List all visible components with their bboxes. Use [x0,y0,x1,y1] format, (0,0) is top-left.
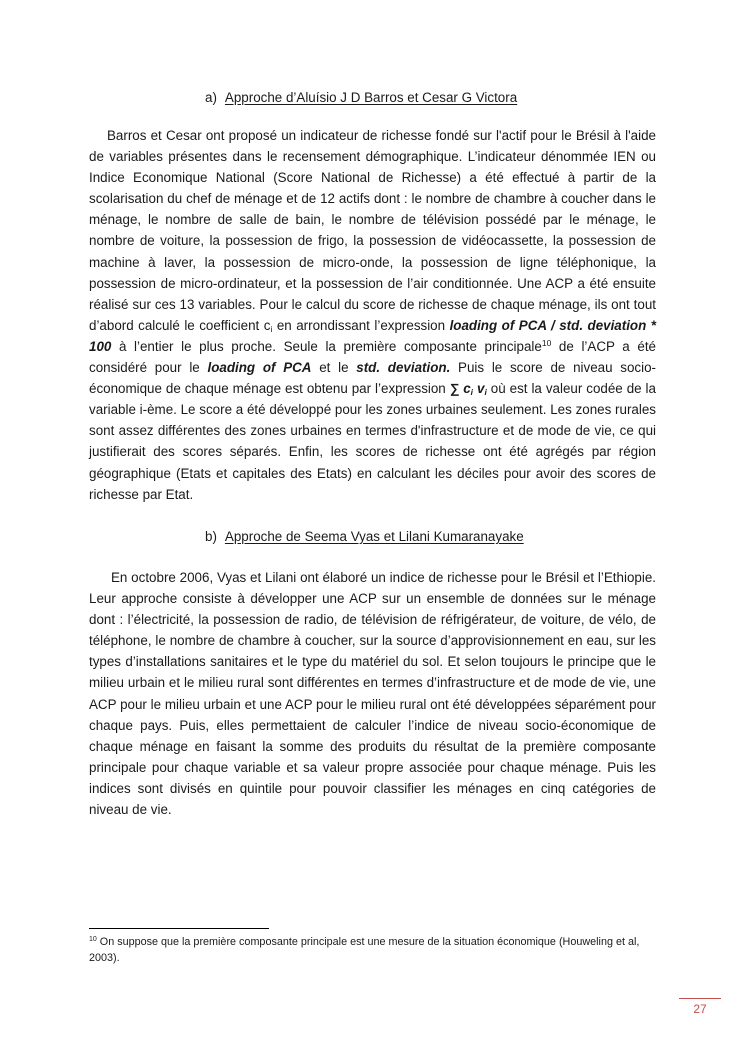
section-b-paragraph: En octobre 2006, Vyas et Lilani ont élaboré un indice de richesse pour le Brésil et l’Ethiopie. Leur approche consiste à développer une ACP sur un ensemble de données sur le ménage dont : l’électricité, la possession de radio, de télévision de réfrigérateur, de voiture, de vélo, de téléphone, le nombre de chambre à coucher, sur la source d’approvisionnement en eau, sur les types d’installations sanitaires et le type du matériel du sol. Et selon toujours le principe que le milieu urbain et le milieu rural sont différentes en termes d’infrastructure et de mode de vie, une ACP pour le milieu urbain et une ACP pour le milieu rural ont été développées séparément pour chaque pays. Puis, elles permettaient de calculer l’indice de niveau socio-économique de chaque ménage en faisant la somme des produits du résultat de la première composante principale pour chaque variable et sa valeur propre associée pour chaque ménage. Puis les indices sont divisés en quintile pour pouvoir classifier les ménages en cinq catégories de niveau de vie. [89,570,656,818]
page-number: 27 [693,1002,707,1016]
formula: ∑ $c_i$ $v_i$ [449,381,487,398]
section-a-marker: a) [205,90,217,105]
section-a-paragraph: Barros et Cesar ont proposé un indicateur de richesse fondé sur l'actif pour le Brésil à l'aide de variables présentes dans le recensement démographique. L’indicateur dénommée IEN ou Indice Economique National (Score National de Richesse) a été effectué à partir de la scolarisation du chef de ménage et de 12 actifs dont : le nombre de chambre à coucher dans le ménage, le nombre de salle de bain, le nombre de télévision possédé par le ménage, le nombre de voiture, la possession de frigo, la possession de vidéocassette, la possession de machine à laver, la possession de micro-onde, la possession de ligne téléphonique, la possession de micro-ordinateur, et la possession de l’air conditionnée. Une ACP a été ensuite réalisé sur ces 13 variables. Pour le calcul du score de richesse de chaque ménage, ils ont tout d’abord calculé le coefficient $c_i$ en arrondissant l’expression loading of PCA / std. deviation * 100 à l’entier le plus proche. Seule la première composante principale$^{10}$ de l’ACP a été considéré pour le loading of PCA et le std. deviation. Puis le score de niveau socio-économique de chaque ménage est obtenu par l’expression ∑ $c_i$ $v_i$ où est la valeur codée de la variable i-ème. Le score a été développé pour les zones urbaines seulement. Les zones rurales sont assez différentes des zones urbaines en termes d'infrastructure et de mode de vie, ce qui justifierait des scores séparés. Enfin, les scores de richesse ont été agrégés par région géographique (Etats et capitales des Etats) en calculant les déciles pour avoir des scores de richesse par Etat. [89,128,656,502]
footnote-reference: 10 [541,337,552,348]
footnote-text: On suppose que la première composante principale est une mesure de la situation économique (Houweling et al, 2003). [89,936,640,964]
section-a-heading [205,89,517,107]
footnote-separator [89,928,269,929]
footnote [89,934,659,966]
section-b-title: Approche de Seema Vyas et Lilani Kumaranayake [224,529,524,544]
section-b-heading [205,528,524,546]
footnote-number: 10 [89,936,97,943]
section-a-title: Approche d’Aluísio J D Barros et Cesar G Victora [224,90,518,105]
page-number-rule [679,998,721,999]
section-b-marker: b) [205,529,217,544]
